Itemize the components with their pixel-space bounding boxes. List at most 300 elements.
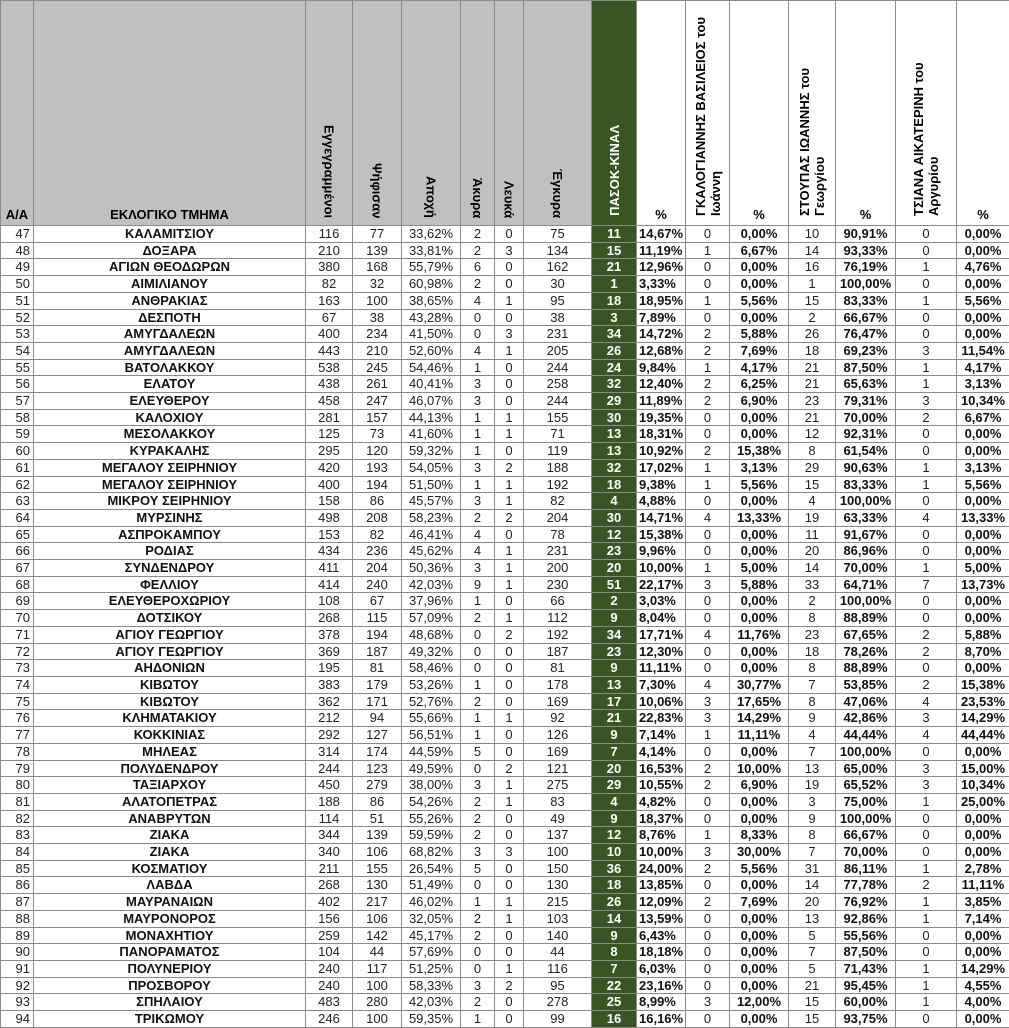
cell-candidate-1-votes[interactable]: 0 [686, 493, 730, 510]
header-aa[interactable]: Α/Α [1, 1, 34, 226]
cell-candidate-3-pct[interactable]: 0,00% [957, 1011, 1009, 1028]
cell-invalid[interactable]: 2 [461, 276, 495, 293]
cell-voted[interactable]: 236 [353, 543, 402, 560]
cell-voted[interactable]: 157 [353, 409, 402, 426]
cell-party-votes[interactable]: 9 [592, 660, 637, 677]
cell-registered[interactable]: 153 [306, 526, 353, 543]
cell-abstention[interactable]: 42,03% [402, 576, 461, 593]
cell-candidate-1-votes[interactable]: 3 [686, 994, 730, 1011]
cell-aa[interactable]: 61 [1, 459, 34, 476]
cell-blank[interactable]: 1 [495, 894, 524, 911]
cell-candidate-1-pct[interactable]: 30,00% [730, 844, 789, 861]
cell-valid[interactable]: 78 [524, 526, 592, 543]
cell-candidate-2-votes[interactable]: 13 [789, 910, 836, 927]
cell-candidate-2-votes[interactable]: 10 [789, 226, 836, 243]
cell-voted[interactable]: 67 [353, 593, 402, 610]
cell-valid[interactable]: 83 [524, 793, 592, 810]
cell-polling-station[interactable]: ΑΣΠΡΟΚΑΜΠΟΥ [34, 526, 306, 543]
header-candidate-3[interactable] [896, 1, 957, 226]
cell-candidate-2-votes[interactable]: 4 [789, 727, 836, 744]
cell-blank[interactable]: 0 [495, 443, 524, 460]
cell-candidate-2-votes[interactable]: 15 [789, 994, 836, 1011]
cell-voted[interactable]: 193 [353, 459, 402, 476]
cell-party-pct[interactable]: 6,43% [637, 927, 686, 944]
cell-invalid[interactable]: 2 [461, 693, 495, 710]
cell-candidate-2-pct[interactable]: 55,56% [836, 927, 896, 944]
cell-valid[interactable]: 81 [524, 660, 592, 677]
cell-candidate-3-pct[interactable]: 0,00% [957, 593, 1009, 610]
cell-valid[interactable]: 75 [524, 226, 592, 243]
cell-candidate-2-pct[interactable]: 88,89% [836, 610, 896, 627]
cell-candidate-3-votes[interactable]: 0 [896, 610, 957, 627]
cell-abstention[interactable]: 50,36% [402, 560, 461, 577]
cell-voted[interactable]: 210 [353, 342, 402, 359]
cell-candidate-1-pct[interactable]: 11,11% [730, 727, 789, 744]
cell-polling-station[interactable]: ΑΙΜΙΛΙΑΝΟΥ [34, 276, 306, 293]
cell-candidate-2-votes[interactable]: 15 [789, 1011, 836, 1028]
cell-blank[interactable]: 1 [495, 610, 524, 627]
cell-valid[interactable]: 187 [524, 643, 592, 660]
cell-candidate-3-pct[interactable]: 15,38% [957, 676, 1009, 693]
cell-voted[interactable]: 81 [353, 660, 402, 677]
cell-invalid[interactable]: 1 [461, 443, 495, 460]
cell-polling-station[interactable]: ΜΕΣΟΛΑΚΚΟΥ [34, 426, 306, 443]
cell-party-pct[interactable]: 14,71% [637, 509, 686, 526]
cell-blank[interactable]: 0 [495, 727, 524, 744]
cell-candidate-1-votes[interactable]: 0 [686, 259, 730, 276]
cell-invalid[interactable]: 0 [461, 877, 495, 894]
cell-party-votes[interactable]: 18 [592, 476, 637, 493]
cell-valid[interactable]: 71 [524, 426, 592, 443]
cell-abstention[interactable]: 37,96% [402, 593, 461, 610]
cell-candidate-3-votes[interactable]: 2 [896, 877, 957, 894]
cell-abstention[interactable]: 46,41% [402, 526, 461, 543]
cell-candidate-2-pct[interactable]: 60,00% [836, 994, 896, 1011]
cell-polling-station[interactable]: ΣΠΗΛΑΙΟΥ [34, 994, 306, 1011]
cell-candidate-1-pct[interactable]: 0,00% [730, 593, 789, 610]
cell-abstention[interactable]: 51,50% [402, 476, 461, 493]
cell-abstention[interactable]: 51,49% [402, 877, 461, 894]
cell-candidate-2-votes[interactable]: 2 [789, 309, 836, 326]
cell-abstention[interactable]: 43,28% [402, 309, 461, 326]
cell-aa[interactable]: 67 [1, 560, 34, 577]
cell-candidate-1-pct[interactable]: 0,00% [730, 259, 789, 276]
cell-aa[interactable]: 56 [1, 376, 34, 393]
cell-valid[interactable]: 49 [524, 810, 592, 827]
cell-candidate-3-pct[interactable]: 0,00% [957, 543, 1009, 560]
cell-candidate-1-votes[interactable]: 4 [686, 626, 730, 643]
cell-valid[interactable]: 244 [524, 393, 592, 410]
cell-aa[interactable]: 49 [1, 259, 34, 276]
cell-candidate-2-votes[interactable]: 8 [789, 610, 836, 627]
cell-polling-station[interactable]: ΣΥΝΔΕΝΔΡΟΥ [34, 560, 306, 577]
cell-voted[interactable]: 94 [353, 710, 402, 727]
cell-candidate-1-pct[interactable]: 6,90% [730, 777, 789, 794]
cell-party-votes[interactable]: 13 [592, 426, 637, 443]
cell-candidate-3-votes[interactable]: 4 [896, 693, 957, 710]
cell-valid[interactable]: 188 [524, 459, 592, 476]
cell-candidate-3-votes[interactable]: 1 [896, 894, 957, 911]
cell-invalid[interactable]: 2 [461, 927, 495, 944]
cell-party-pct[interactable]: 12,40% [637, 376, 686, 393]
cell-blank[interactable]: 0 [495, 259, 524, 276]
cell-party-votes[interactable]: 15 [592, 242, 637, 259]
cell-invalid[interactable]: 1 [461, 593, 495, 610]
cell-candidate-1-votes[interactable]: 2 [686, 443, 730, 460]
cell-abstention[interactable]: 53,26% [402, 676, 461, 693]
cell-candidate-2-pct[interactable]: 100,00% [836, 276, 896, 293]
cell-registered[interactable]: 340 [306, 844, 353, 861]
cell-voted[interactable]: 73 [353, 426, 402, 443]
cell-valid[interactable]: 192 [524, 626, 592, 643]
cell-party-pct[interactable]: 12,30% [637, 643, 686, 660]
cell-candidate-2-votes[interactable]: 29 [789, 459, 836, 476]
cell-candidate-2-pct[interactable]: 93,75% [836, 1011, 896, 1028]
cell-blank[interactable]: 1 [495, 777, 524, 794]
cell-candidate-3-votes[interactable]: 1 [896, 960, 957, 977]
cell-abstention[interactable]: 54,05% [402, 459, 461, 476]
cell-candidate-2-pct[interactable]: 87,50% [836, 944, 896, 961]
cell-party-pct[interactable]: 22,83% [637, 710, 686, 727]
cell-blank[interactable]: 0 [495, 810, 524, 827]
cell-candidate-3-votes[interactable]: 0 [896, 944, 957, 961]
cell-party-pct[interactable]: 13,85% [637, 877, 686, 894]
cell-candidate-2-votes[interactable]: 19 [789, 509, 836, 526]
cell-valid[interactable]: 278 [524, 994, 592, 1011]
cell-polling-station[interactable]: ΔΟΤΣΙΚΟΥ [34, 610, 306, 627]
cell-aa[interactable]: 57 [1, 393, 34, 410]
cell-abstention[interactable]: 58,33% [402, 977, 461, 994]
cell-candidate-2-pct[interactable]: 66,67% [836, 309, 896, 326]
cell-polling-station[interactable]: ΑΗΔΟΝΙΩΝ [34, 660, 306, 677]
cell-candidate-2-pct[interactable]: 63,33% [836, 509, 896, 526]
cell-candidate-3-pct[interactable]: 3,13% [957, 376, 1009, 393]
cell-candidate-2-votes[interactable]: 15 [789, 476, 836, 493]
cell-valid[interactable]: 215 [524, 894, 592, 911]
cell-voted[interactable]: 208 [353, 509, 402, 526]
cell-abstention[interactable]: 48,68% [402, 626, 461, 643]
cell-registered[interactable]: 268 [306, 610, 353, 627]
cell-candidate-2-votes[interactable]: 7 [789, 844, 836, 861]
cell-candidate-2-pct[interactable]: 90,91% [836, 226, 896, 243]
cell-party-votes[interactable]: 13 [592, 443, 637, 460]
cell-candidate-3-votes[interactable]: 3 [896, 760, 957, 777]
cell-candidate-3-votes[interactable]: 3 [896, 777, 957, 794]
cell-candidate-1-votes[interactable]: 2 [686, 393, 730, 410]
cell-party-pct[interactable]: 16,16% [637, 1011, 686, 1028]
cell-voted[interactable]: 38 [353, 309, 402, 326]
cell-blank[interactable]: 0 [495, 944, 524, 961]
cell-invalid[interactable]: 0 [461, 760, 495, 777]
cell-candidate-2-votes[interactable]: 26 [789, 326, 836, 343]
cell-candidate-3-pct[interactable]: 2,78% [957, 860, 1009, 877]
cell-blank[interactable]: 0 [495, 226, 524, 243]
cell-aa[interactable]: 86 [1, 877, 34, 894]
cell-candidate-3-pct[interactable]: 3,85% [957, 894, 1009, 911]
cell-candidate-3-votes[interactable]: 1 [896, 560, 957, 577]
cell-candidate-1-pct[interactable]: 0,00% [730, 910, 789, 927]
cell-candidate-1-votes[interactable]: 0 [686, 309, 730, 326]
cell-registered[interactable]: 411 [306, 560, 353, 577]
cell-blank[interactable]: 3 [495, 844, 524, 861]
cell-registered[interactable]: 116 [306, 226, 353, 243]
cell-aa[interactable]: 83 [1, 827, 34, 844]
cell-aa[interactable]: 87 [1, 894, 34, 911]
cell-candidate-3-votes[interactable]: 0 [896, 543, 957, 560]
cell-invalid[interactable]: 3 [461, 376, 495, 393]
cell-aa[interactable]: 59 [1, 426, 34, 443]
cell-polling-station[interactable]: ΡΟΔΙΑΣ [34, 543, 306, 560]
cell-blank[interactable]: 3 [495, 326, 524, 343]
cell-candidate-1-votes[interactable]: 0 [686, 960, 730, 977]
cell-blank[interactable]: 1 [495, 910, 524, 927]
cell-blank[interactable]: 0 [495, 827, 524, 844]
cell-invalid[interactable]: 0 [461, 309, 495, 326]
cell-candidate-2-votes[interactable]: 19 [789, 777, 836, 794]
cell-aa[interactable]: 79 [1, 760, 34, 777]
cell-candidate-3-pct[interactable]: 0,00% [957, 276, 1009, 293]
cell-valid[interactable]: 30 [524, 276, 592, 293]
cell-valid[interactable]: 95 [524, 977, 592, 994]
cell-blank[interactable]: 0 [495, 526, 524, 543]
cell-candidate-2-votes[interactable]: 8 [789, 827, 836, 844]
cell-party-pct[interactable]: 3,03% [637, 593, 686, 610]
cell-abstention[interactable]: 40,41% [402, 376, 461, 393]
header-candidate-1[interactable] [686, 1, 730, 226]
cell-polling-station[interactable]: ΜΟΝΑΧΗΤΙΟΥ [34, 927, 306, 944]
cell-blank[interactable]: 2 [495, 459, 524, 476]
cell-party-pct[interactable]: 7,30% [637, 676, 686, 693]
cell-candidate-1-pct[interactable]: 0,00% [730, 877, 789, 894]
cell-candidate-2-votes[interactable]: 20 [789, 543, 836, 560]
cell-party-pct[interactable]: 12,96% [637, 259, 686, 276]
cell-candidate-2-pct[interactable]: 90,63% [836, 459, 896, 476]
cell-invalid[interactable]: 6 [461, 259, 495, 276]
cell-registered[interactable]: 314 [306, 743, 353, 760]
cell-party-pct[interactable]: 7,89% [637, 309, 686, 326]
cell-abstention[interactable]: 44,59% [402, 743, 461, 760]
cell-candidate-2-pct[interactable]: 95,45% [836, 977, 896, 994]
cell-candidate-1-pct[interactable]: 3,13% [730, 459, 789, 476]
cell-candidate-1-pct[interactable]: 5,56% [730, 476, 789, 493]
cell-registered[interactable]: 414 [306, 576, 353, 593]
cell-candidate-1-pct[interactable]: 7,69% [730, 342, 789, 359]
cell-party-pct[interactable]: 24,00% [637, 860, 686, 877]
cell-party-pct[interactable]: 6,03% [637, 960, 686, 977]
cell-party-votes[interactable]: 51 [592, 576, 637, 593]
cell-polling-station[interactable]: ΑΓΙΩΝ ΘΕΟΔΩΡΩΝ [34, 259, 306, 276]
cell-candidate-1-votes[interactable]: 2 [686, 894, 730, 911]
cell-blank[interactable]: 0 [495, 660, 524, 677]
cell-blank[interactable]: 1 [495, 409, 524, 426]
cell-candidate-1-votes[interactable]: 0 [686, 793, 730, 810]
cell-polling-station[interactable]: ΜΕΓΑΛΟΥ ΣΕΙΡΗΝΙΟΥ [34, 459, 306, 476]
cell-party-votes[interactable]: 32 [592, 376, 637, 393]
cell-aa[interactable]: 76 [1, 710, 34, 727]
cell-candidate-1-votes[interactable]: 3 [686, 844, 730, 861]
cell-registered[interactable]: 400 [306, 326, 353, 343]
cell-candidate-3-votes[interactable]: 4 [896, 509, 957, 526]
cell-polling-station[interactable]: ΠΡΟΣΒΟΡΟΥ [34, 977, 306, 994]
cell-candidate-1-votes[interactable]: 1 [686, 476, 730, 493]
cell-candidate-3-pct[interactable]: 0,00% [957, 944, 1009, 961]
cell-polling-station[interactable]: ΚΑΛΑΜΙΤΣΙΟΥ [34, 226, 306, 243]
cell-candidate-2-pct[interactable]: 70,00% [836, 409, 896, 426]
cell-candidate-2-votes[interactable]: 3 [789, 793, 836, 810]
cell-aa[interactable]: 66 [1, 543, 34, 560]
cell-polling-station[interactable]: ΚΑΛΟΧΙΟΥ [34, 409, 306, 426]
cell-candidate-1-pct[interactable]: 0,00% [730, 409, 789, 426]
cell-voted[interactable]: 280 [353, 994, 402, 1011]
cell-valid[interactable]: 155 [524, 409, 592, 426]
cell-candidate-3-votes[interactable]: 3 [896, 342, 957, 359]
cell-polling-station[interactable]: ΑΝΑΒΡΥΤΩΝ [34, 810, 306, 827]
cell-invalid[interactable]: 0 [461, 626, 495, 643]
cell-voted[interactable]: 100 [353, 292, 402, 309]
cell-aa[interactable]: 47 [1, 226, 34, 243]
cell-registered[interactable]: 292 [306, 727, 353, 744]
cell-candidate-3-votes[interactable]: 0 [896, 810, 957, 827]
cell-candidate-1-pct[interactable]: 6,67% [730, 242, 789, 259]
cell-candidate-3-votes[interactable]: 2 [896, 409, 957, 426]
cell-party-pct[interactable]: 18,18% [637, 944, 686, 961]
cell-registered[interactable]: 195 [306, 660, 353, 677]
cell-blank[interactable]: 2 [495, 977, 524, 994]
cell-aa[interactable]: 73 [1, 660, 34, 677]
cell-party-pct[interactable]: 3,33% [637, 276, 686, 293]
cell-polling-station[interactable]: ΕΛΕΥΘΕΡΟΥ [34, 393, 306, 410]
cell-candidate-2-pct[interactable]: 77,78% [836, 877, 896, 894]
cell-polling-station[interactable]: ΑΓΙΟΥ ΓΕΩΡΓΙΟΥ [34, 626, 306, 643]
cell-polling-station[interactable]: ΕΛΕΥΘΕΡΟΧΩΡΙΟΥ [34, 593, 306, 610]
header-candidate-1-pct[interactable]: % [730, 1, 789, 226]
cell-candidate-2-votes[interactable]: 7 [789, 944, 836, 961]
cell-valid[interactable]: 66 [524, 593, 592, 610]
cell-invalid[interactable]: 4 [461, 543, 495, 560]
cell-aa[interactable]: 54 [1, 342, 34, 359]
cell-candidate-2-votes[interactable]: 15 [789, 292, 836, 309]
cell-candidate-1-votes[interactable]: 3 [686, 576, 730, 593]
cell-candidate-2-pct[interactable]: 100,00% [836, 593, 896, 610]
cell-invalid[interactable]: 1 [461, 676, 495, 693]
cell-candidate-1-pct[interactable]: 6,90% [730, 393, 789, 410]
cell-aa[interactable]: 90 [1, 944, 34, 961]
cell-party-votes[interactable]: 18 [592, 292, 637, 309]
cell-candidate-3-pct[interactable]: 0,00% [957, 844, 1009, 861]
cell-candidate-2-pct[interactable]: 100,00% [836, 810, 896, 827]
cell-polling-station[interactable]: ΑΜΥΓΔΑΛΕΩΝ [34, 342, 306, 359]
cell-voted[interactable]: 139 [353, 827, 402, 844]
cell-candidate-1-pct[interactable]: 13,33% [730, 509, 789, 526]
cell-abstention[interactable]: 52,60% [402, 342, 461, 359]
cell-party-pct[interactable]: 10,00% [637, 560, 686, 577]
cell-party-pct[interactable]: 8,04% [637, 610, 686, 627]
cell-candidate-3-pct[interactable]: 4,55% [957, 977, 1009, 994]
cell-candidate-1-votes[interactable]: 0 [686, 643, 730, 660]
cell-party-pct[interactable]: 23,16% [637, 977, 686, 994]
cell-candidate-3-pct[interactable]: 10,34% [957, 393, 1009, 410]
cell-candidate-2-votes[interactable]: 5 [789, 960, 836, 977]
cell-aa[interactable]: 64 [1, 509, 34, 526]
cell-voted[interactable]: 32 [353, 276, 402, 293]
cell-registered[interactable]: 450 [306, 777, 353, 794]
cell-party-votes[interactable]: 29 [592, 777, 637, 794]
cell-valid[interactable]: 121 [524, 760, 592, 777]
cell-candidate-3-pct[interactable]: 4,17% [957, 359, 1009, 376]
cell-party-pct[interactable]: 13,59% [637, 910, 686, 927]
cell-party-votes[interactable]: 34 [592, 626, 637, 643]
cell-candidate-1-votes[interactable]: 0 [686, 910, 730, 927]
cell-invalid[interactable]: 2 [461, 910, 495, 927]
cell-registered[interactable]: 211 [306, 860, 353, 877]
cell-voted[interactable]: 155 [353, 860, 402, 877]
cell-candidate-3-votes[interactable]: 0 [896, 844, 957, 861]
cell-candidate-2-pct[interactable]: 76,47% [836, 326, 896, 343]
cell-party-pct[interactable]: 18,31% [637, 426, 686, 443]
cell-valid[interactable]: 100 [524, 844, 592, 861]
header-voted[interactable] [353, 1, 402, 226]
cell-candidate-2-pct[interactable]: 91,67% [836, 526, 896, 543]
cell-blank[interactable]: 1 [495, 292, 524, 309]
cell-abstention[interactable]: 59,32% [402, 443, 461, 460]
cell-valid[interactable]: 99 [524, 1011, 592, 1028]
cell-polling-station[interactable]: ΦΕΛΛΙΟΥ [34, 576, 306, 593]
cell-aa[interactable]: 50 [1, 276, 34, 293]
cell-candidate-3-pct[interactable]: 0,00% [957, 309, 1009, 326]
cell-candidate-3-pct[interactable]: 23,53% [957, 693, 1009, 710]
cell-party-votes[interactable]: 8 [592, 944, 637, 961]
cell-voted[interactable]: 106 [353, 844, 402, 861]
cell-voted[interactable]: 247 [353, 393, 402, 410]
cell-candidate-2-votes[interactable]: 18 [789, 342, 836, 359]
cell-candidate-2-pct[interactable]: 100,00% [836, 493, 896, 510]
cell-candidate-3-pct[interactable]: 0,00% [957, 326, 1009, 343]
cell-candidate-1-pct[interactable]: 4,17% [730, 359, 789, 376]
cell-candidate-2-votes[interactable]: 8 [789, 443, 836, 460]
cell-candidate-2-pct[interactable]: 42,86% [836, 710, 896, 727]
cell-polling-station[interactable]: ΜΑΥΡΑΝΑΙΩΝ [34, 894, 306, 911]
cell-registered[interactable]: 281 [306, 409, 353, 426]
header-candidate-2-pct[interactable]: % [836, 1, 896, 226]
cell-valid[interactable]: 200 [524, 560, 592, 577]
cell-registered[interactable]: 104 [306, 944, 353, 961]
cell-candidate-3-votes[interactable]: 0 [896, 309, 957, 326]
cell-blank[interactable]: 0 [495, 877, 524, 894]
cell-candidate-1-pct[interactable]: 0,00% [730, 977, 789, 994]
cell-aa[interactable]: 92 [1, 977, 34, 994]
cell-polling-station[interactable]: ΚΥΡΑΚΑΛΗΣ [34, 443, 306, 460]
cell-candidate-2-pct[interactable]: 61,54% [836, 443, 896, 460]
cell-candidate-3-pct[interactable]: 7,14% [957, 910, 1009, 927]
cell-candidate-1-votes[interactable]: 0 [686, 660, 730, 677]
cell-candidate-1-votes[interactable]: 2 [686, 760, 730, 777]
cell-party-pct[interactable]: 14,67% [637, 226, 686, 243]
cell-candidate-2-votes[interactable]: 14 [789, 560, 836, 577]
cell-abstention[interactable]: 54,46% [402, 359, 461, 376]
cell-abstention[interactable]: 57,69% [402, 944, 461, 961]
cell-valid[interactable]: 112 [524, 610, 592, 627]
cell-abstention[interactable]: 60,98% [402, 276, 461, 293]
cell-invalid[interactable]: 3 [461, 844, 495, 861]
cell-invalid[interactable]: 1 [461, 359, 495, 376]
cell-blank[interactable]: 0 [495, 860, 524, 877]
cell-candidate-3-votes[interactable]: 1 [896, 994, 957, 1011]
cell-candidate-2-pct[interactable]: 64,71% [836, 576, 896, 593]
cell-candidate-3-votes[interactable]: 0 [896, 276, 957, 293]
cell-candidate-3-votes[interactable]: 1 [896, 359, 957, 376]
cell-abstention[interactable]: 54,26% [402, 793, 461, 810]
cell-invalid[interactable]: 2 [461, 793, 495, 810]
